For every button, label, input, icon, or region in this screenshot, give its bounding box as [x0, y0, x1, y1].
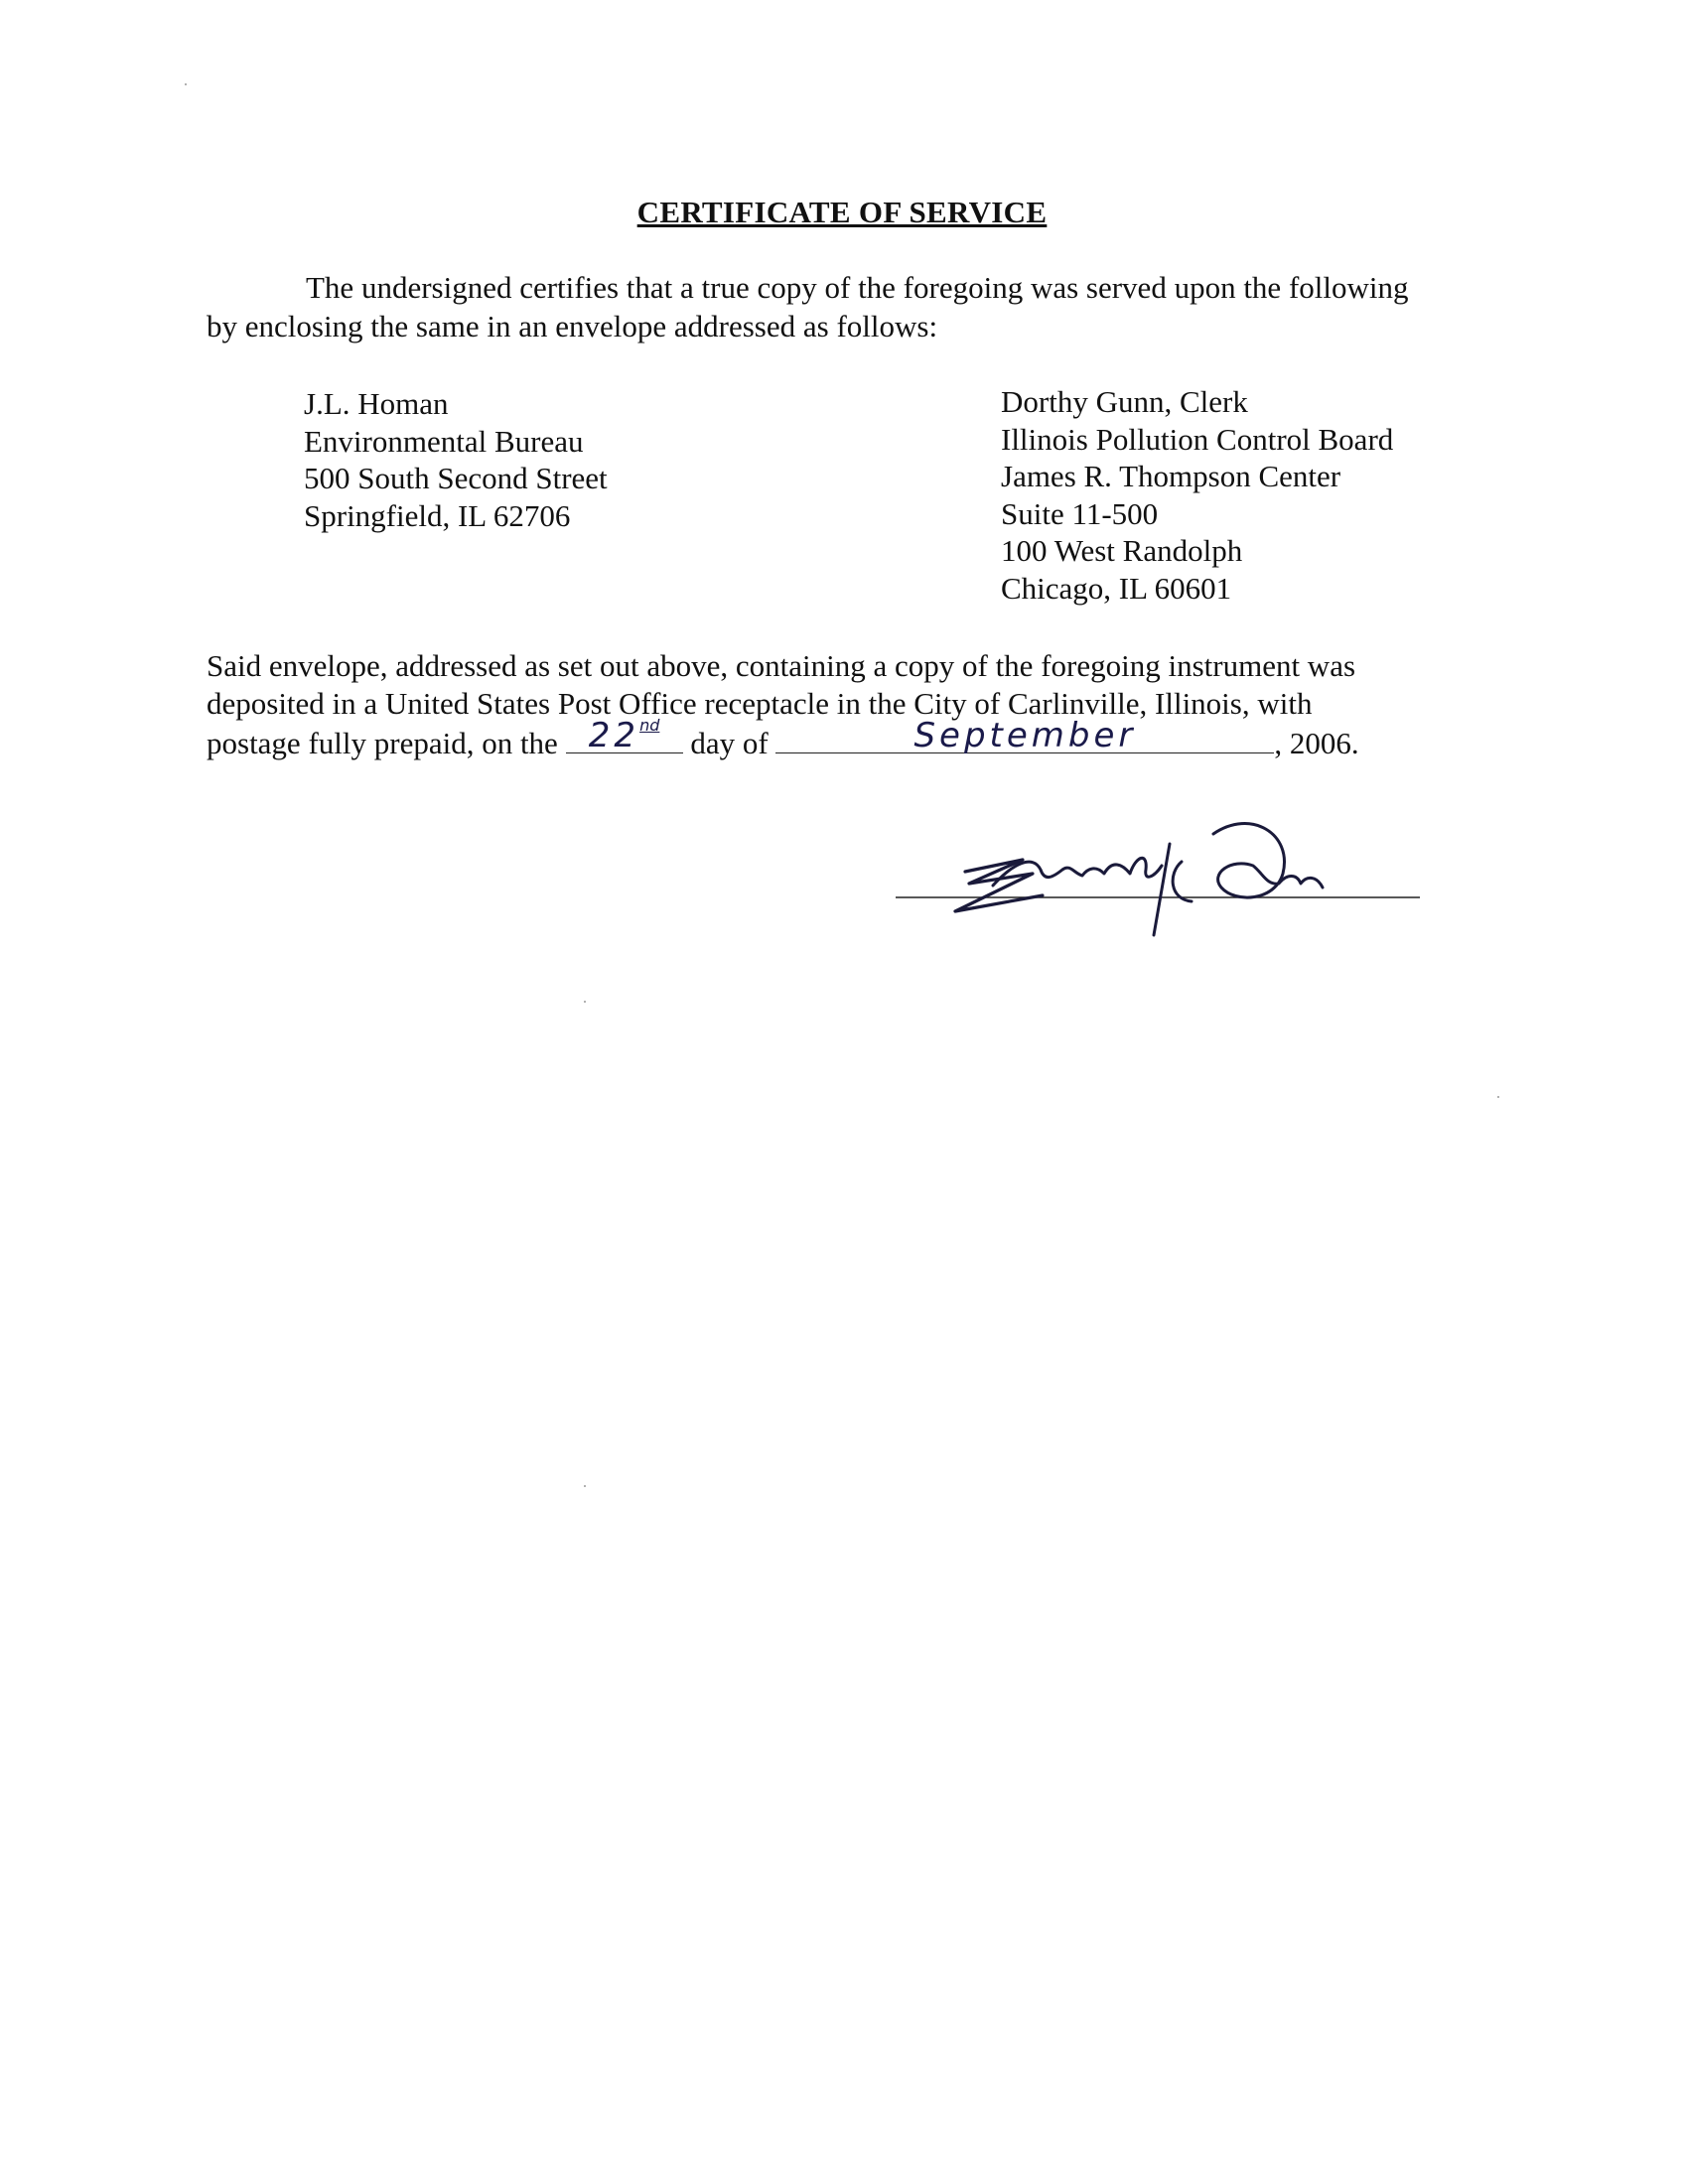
- intro-line-2: by enclosing the same in an envelope addressed as follows:: [207, 309, 938, 343]
- address-line: Dorthy Gunn, Clerk: [1001, 384, 1248, 419]
- signature-stroke: [1213, 824, 1323, 897]
- mailing-line-3: postage fully prepaid, on the 22nd day of September , 2006.: [207, 723, 1597, 762]
- intro-paragraph: [207, 268, 1497, 345]
- handwritten-signature: [894, 804, 1430, 943]
- scan-speck: [185, 83, 187, 85]
- handwritten-month: September: [913, 716, 1137, 755]
- address-line: Chicago, IL 60601: [1001, 570, 1232, 606]
- address-line: Springfield, IL 62706: [304, 497, 571, 533]
- scan-speck: [584, 1001, 586, 1003]
- scan-speck: [1497, 1096, 1499, 1098]
- address-line: Suite 11-500: [1001, 495, 1159, 531]
- signature-stroke: [1154, 844, 1192, 935]
- address-line: J.L. Homan: [304, 386, 449, 421]
- address-line: James R. Thompson Center: [1001, 459, 1341, 493]
- mailing-paragraph: [207, 647, 1597, 762]
- mailing-line-2: deposited in a United States Post Office receptacle in the City of Carlinville, Illinois, with: [207, 686, 1313, 721]
- address-line: Illinois Pollution Control Board: [1001, 421, 1394, 457]
- address-line: 100 West Randolph: [1001, 533, 1243, 568]
- address-line: Environmental Bureau: [304, 423, 584, 459]
- signature-stroke: [955, 860, 1043, 911]
- address-line: 500 South Second Street: [304, 461, 608, 495]
- mailing-line-1: Said envelope, addressed as set out above, containing a copy of the foregoing instrument was: [207, 648, 1356, 683]
- document-title: CERTIFICATE OF SERVICE: [636, 195, 1048, 229]
- month-blank: [775, 716, 1274, 755]
- handwritten-day: 22nd: [588, 716, 660, 755]
- recipient-address-right: [1001, 383, 1393, 607]
- recipient-address-left: [304, 385, 608, 534]
- day-blank: [566, 716, 683, 755]
- intro-line-1: The undersigned certifies that a true copy of the foregoing was served upon the following: [306, 270, 1409, 305]
- scan-speck: [584, 1485, 586, 1487]
